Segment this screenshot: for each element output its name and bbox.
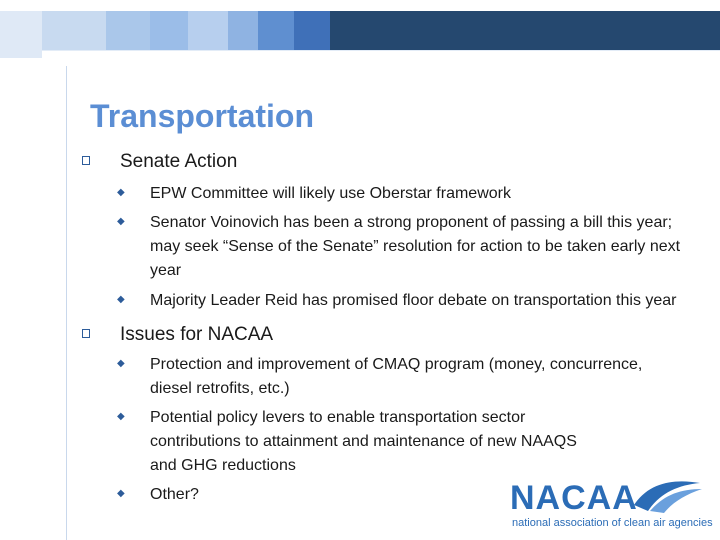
list-item: ◆ EPW Committee will likely use Oberstar framework	[117, 185, 511, 202]
square-bullet-icon	[82, 329, 90, 338]
logo-tagline: national association of clean air agencies	[512, 517, 713, 529]
band-block	[150, 11, 188, 50]
vertical-rule	[66, 66, 67, 540]
band-block	[228, 11, 258, 50]
slide-body	[82, 150, 682, 507]
diamond-bullet-icon: ◆	[117, 358, 125, 369]
list-item: ◆ Senator Voinovich has been a strong proponent of passing a bill this year; may seek “Sense of the Senate” resolution for action to be taken early next year	[117, 214, 681, 279]
nacaa-logo	[510, 477, 713, 533]
diamond-bullet-icon: ◆	[117, 411, 125, 422]
diamond-bullet-icon: ◆	[117, 187, 125, 198]
list-item: ◆ Other?	[117, 486, 199, 503]
slide-title: Transportation	[90, 98, 315, 134]
diamond-bullet-icon: ◆	[117, 488, 125, 499]
list-item: ◆ Majority Leader Reid has promised floor debate on transportation this year	[117, 292, 677, 309]
logo-wordmark: NACAA	[510, 479, 638, 517]
band-block	[188, 11, 228, 50]
band-block	[106, 11, 150, 50]
header-band	[0, 0, 720, 50]
diamond-bullet-icon: ◆	[117, 294, 125, 305]
diamond-bullet-icon: ◆	[117, 216, 125, 227]
band-block	[258, 11, 294, 50]
wave-icon	[628, 477, 708, 517]
list-item: ◆ Potential policy levers to enable transportation sector contributions to attainment and maintenance of new NAAQS and GHG reductions	[117, 409, 577, 474]
band-block	[0, 11, 42, 50]
section-senate-action	[82, 150, 682, 313]
band-block	[330, 11, 720, 50]
list-item: ◆ Protection and improvement of CMAQ program (money, concurrence, diesel retrofits, etc.)	[117, 356, 643, 397]
band-block	[294, 11, 330, 50]
section-heading: Senate Action	[82, 150, 682, 173]
left-accent	[0, 50, 42, 58]
band-block	[42, 11, 106, 50]
square-bullet-icon	[82, 156, 90, 165]
header-divider	[0, 50, 720, 51]
section-heading: Issues for NACAA	[82, 323, 682, 346]
